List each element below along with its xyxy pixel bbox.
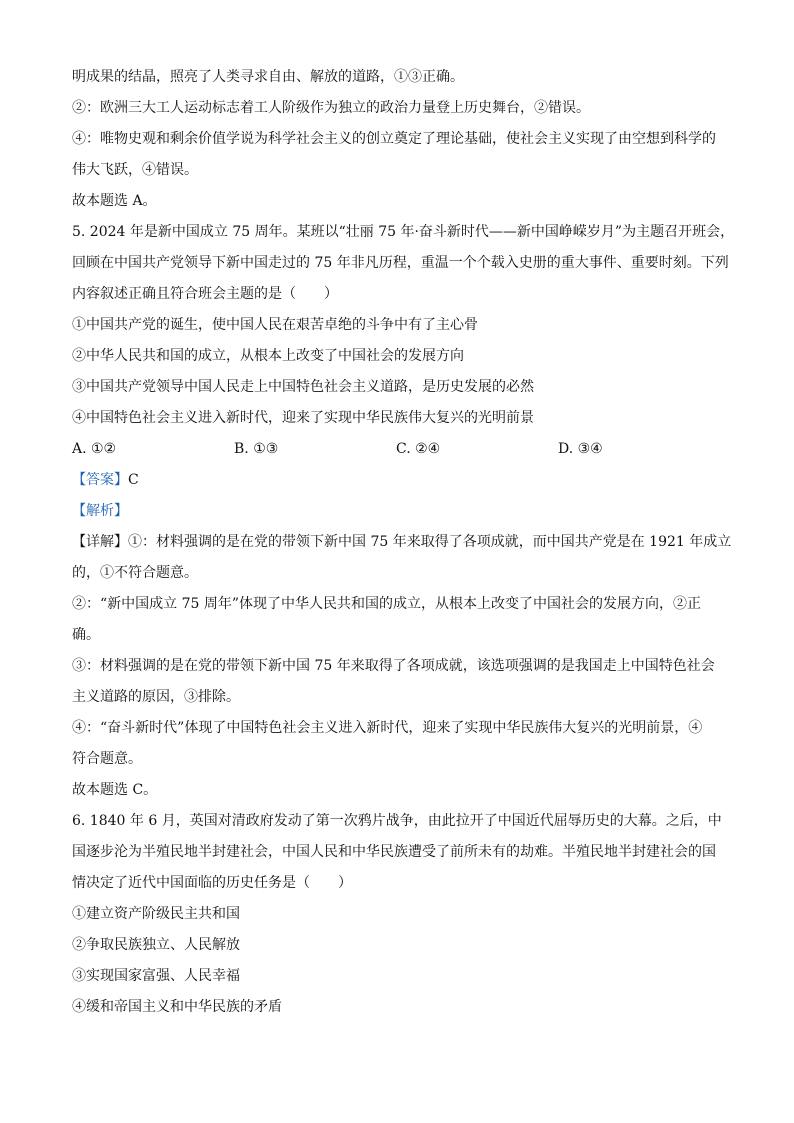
q5-stem-line-1: 5. 2024 年是新中国成立 75 周年。某班以“壮丽 75 年·奋斗新时代——新中国峥嵘岁月”为主题召开班会，	[72, 224, 735, 240]
document-page	[72, 62, 735, 1023]
q5-detail-line-6: 主义道路的原因，③排除。	[72, 689, 240, 705]
detail-label: 【详解】	[72, 534, 128, 550]
q5-item-3: ③中国共产党领导中国人民走上中国特色社会主义道路，是历史发展的必然	[72, 379, 534, 395]
detail-text-1: ①：材料强调的是在党的带领下新中国 75 年来取得了各项成就，而中国共产党是在 1921 年成立	[128, 534, 732, 550]
prev-line-4: 伟大飞跃，④错误。	[72, 162, 198, 178]
q5-detail-line-3: ②：“新中国成立 75 周年”体现了中华人民共和国的成立，从根本上改变了中国社会的发展方向，②正	[72, 596, 702, 612]
q6-item-1: ①建立资产阶级民主共和国	[72, 906, 240, 922]
q6-stem-line-3: 情决定了近代中国面临的历史任务是（ ）	[72, 875, 352, 891]
q5-stem-line-2: 回顾在中国共产党领导下新中国走过的 75 年非凡历程，重温一个个载入史册的重大事件、重要时刻。下列	[72, 255, 729, 271]
answer-label: 【答案】	[72, 472, 128, 488]
prev-line-1: 明成果的结晶，照亮了人类寻求自由、解放的道路，①③正确。	[72, 69, 464, 85]
q5-detail-line-4: 确。	[72, 627, 100, 643]
q5-detail-line-2: 的，①不符合题意。	[72, 565, 198, 581]
prev-conclusion: 故本题选 A。	[72, 193, 157, 209]
q5-stem-line-3: 内容叙述正确且符合班会主题的是（ ）	[72, 286, 338, 302]
q5-detail-line-8: 符合题意。	[72, 751, 142, 767]
q5-item-4: ④中国特色社会主义进入新时代，迎来了实现中华民族伟大复兴的光明前景	[72, 410, 534, 426]
q5-item-2: ②中华人民共和国的成立，从根本上改变了中国社会的发展方向	[72, 348, 464, 364]
q5-option-d: D. ③④	[558, 441, 603, 457]
prev-line-2: ②：欧洲三大工人运动标志着工人阶级作为独立的政治力量登上历史舞台，②错误。	[72, 100, 590, 116]
q5-detail-line-5: ③：材料强调的是在党的带领下新中国 75 年来取得了各项成就，该选项强调的是我国走上中国特色社会	[72, 658, 715, 674]
q5-detail-line-1	[72, 527, 732, 558]
q6-stem-line-2: 国逐步沦为半殖民地半封建社会，中国人民和中华民族遭受了前所未有的劫难。半殖民地半封建社会的国	[72, 844, 716, 860]
q6-item-2: ②争取民族独立、人民解放	[72, 937, 240, 953]
q5-item-1: ①中国共产党的诞生，使中国人民在艰苦卓绝的斗争中有了主心骨	[72, 317, 478, 333]
q5-answer	[72, 465, 732, 496]
q6-item-3: ③实现国家富强、人民幸福	[72, 968, 240, 984]
q5-options	[72, 434, 732, 465]
q5-analysis	[72, 496, 732, 527]
q6-item-4: ④缓和帝国主义和中华民族的矛盾	[72, 999, 282, 1015]
q6-stem-line-1: 6. 1840 年 6 月，英国对清政府发动了第一次鸦片战争，由此拉开了中国近代屈辱历史的大幕。之后，中	[72, 813, 722, 829]
q5-option-c: C. ②④	[396, 441, 441, 457]
q5-conclusion: 故本题选 C。	[72, 782, 158, 798]
q5-detail-line-7: ④：“奋斗新时代”体现了中国特色社会主义进入新时代，迎来了实现中华民族伟大复兴的光明前景，④	[72, 720, 703, 736]
analysis-label: 【解析】	[72, 503, 128, 519]
q5-option-b: B. ①③	[234, 441, 279, 457]
prev-line-3: ④：唯物史观和剩余价值学说为科学社会主义的创立奠定了理论基础，使社会主义实现了由空想到科学的	[72, 131, 716, 147]
answer-value: C	[128, 472, 139, 488]
q5-option-a: A. ①②	[72, 441, 117, 457]
